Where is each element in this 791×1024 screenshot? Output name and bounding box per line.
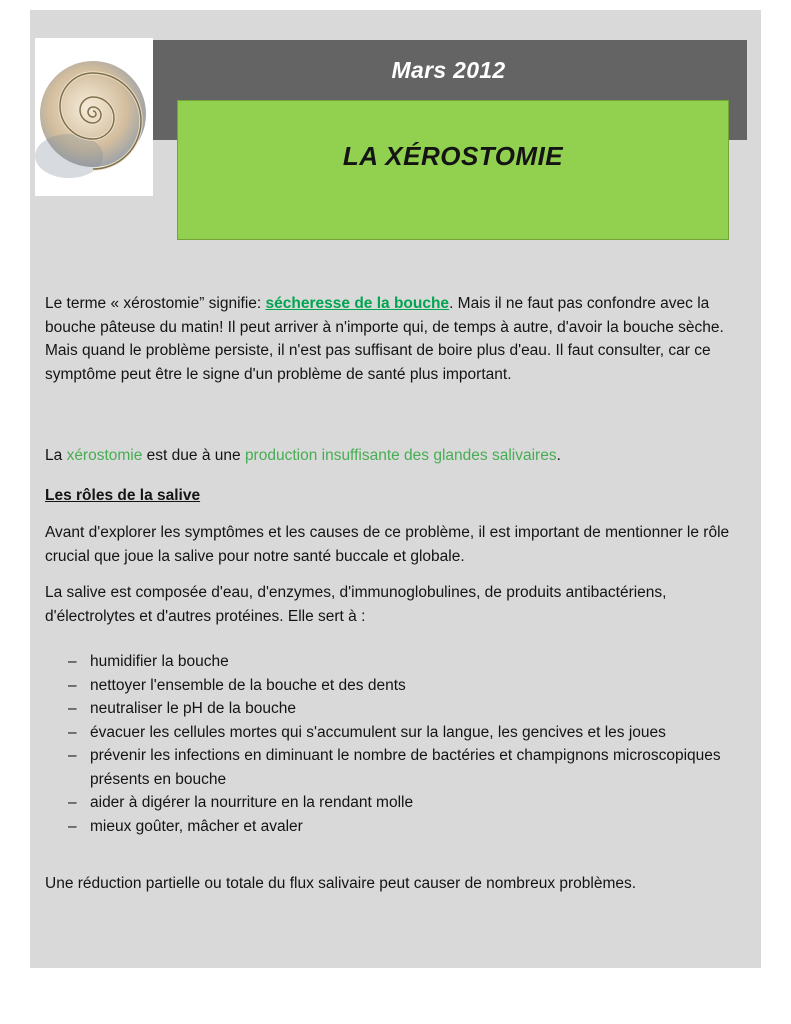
nautilus-shell-image	[35, 38, 153, 196]
cause-paragraph	[45, 444, 746, 468]
list-item	[68, 721, 746, 745]
page-title: LA XÉROSTOMIE	[342, 141, 564, 171]
cause-text-1: La	[45, 447, 67, 464]
xerostomie-term: xérostomie	[66, 447, 143, 464]
importance-paragraph: Avant d'explorer les symptômes et les causes de ce problème, il est important de mentionner le rôle crucial que joue la salive pour notre santé buccale et globale.	[45, 524, 730, 565]
document-sheet	[30, 10, 761, 968]
list-item-text: mieux goûter, mâcher et avaler	[90, 817, 303, 835]
title-box	[177, 100, 729, 240]
nautilus-shell-icon	[35, 38, 153, 196]
saliva-functions-list	[45, 650, 746, 838]
dry-mouth-link[interactable]: sécheresse de la bouche	[265, 295, 450, 312]
cause-text-3: .	[556, 447, 561, 464]
list-item-text: humidifier la bouche	[90, 653, 229, 670]
issue-date: Mars 2012	[391, 56, 506, 83]
intro-paragraph	[45, 292, 746, 386]
list-item	[68, 650, 746, 674]
cause-text-2: est due à une	[142, 447, 245, 464]
list-item	[68, 697, 746, 721]
dash-marker: –	[68, 676, 77, 694]
list-item-text: aider à digérer la nourriture en la rendant molle	[90, 794, 414, 811]
dash-marker: –	[68, 653, 77, 670]
list-item	[68, 674, 746, 698]
dash-marker: –	[68, 723, 77, 741]
dash-marker: –	[68, 794, 77, 811]
list-item-text: prévenir les infections en diminuant le nombre de bactéries et champignons microscopiques présents en bouche	[90, 747, 721, 788]
insufficient-production-term: production insuffisante des glandes salivaires	[244, 447, 557, 464]
list-item	[68, 744, 746, 791]
article-body	[45, 292, 746, 896]
conclusion-paragraph: Une réduction partielle ou totale du flux salivaire peut causer de nombreux problèmes.	[45, 875, 637, 892]
list-item	[68, 791, 746, 815]
list-item-text: nettoyer l'ensemble de la bouche et des dents	[90, 676, 406, 694]
saliva-roles-heading: Les rôles de la salive	[45, 486, 201, 504]
dash-marker: –	[68, 747, 77, 764]
intro-text-1: Le terme « xérostomie” signifie:	[45, 295, 266, 312]
list-item-text: neutraliser le pH de la bouche	[90, 700, 296, 717]
dash-marker: –	[68, 700, 77, 717]
intro-text-2: . Mais il ne faut pas confondre avec la bouche pâteuse du matin! Il peut arriver à n'importe qui, de temps à autre, d'avoir la bouche sèche. Mais quand le problème persiste, il n'est pas suffisant de boire plus d'eau. Il faut consulter, car ce symptôme peut être le signe d'un problème de santé plus important.	[45, 295, 724, 383]
composition-paragraph: La salive est composée d'eau, d'enzymes, d'immunoglobulines, de produits antibactériens, d'électrolytes et d'autres protéines. Elle sert à :	[45, 584, 667, 625]
dash-marker: –	[68, 817, 77, 835]
list-item	[68, 815, 746, 839]
list-item-text: évacuer les cellules mortes qui s'accumulent sur la langue, les gencives et les joues	[90, 723, 666, 741]
